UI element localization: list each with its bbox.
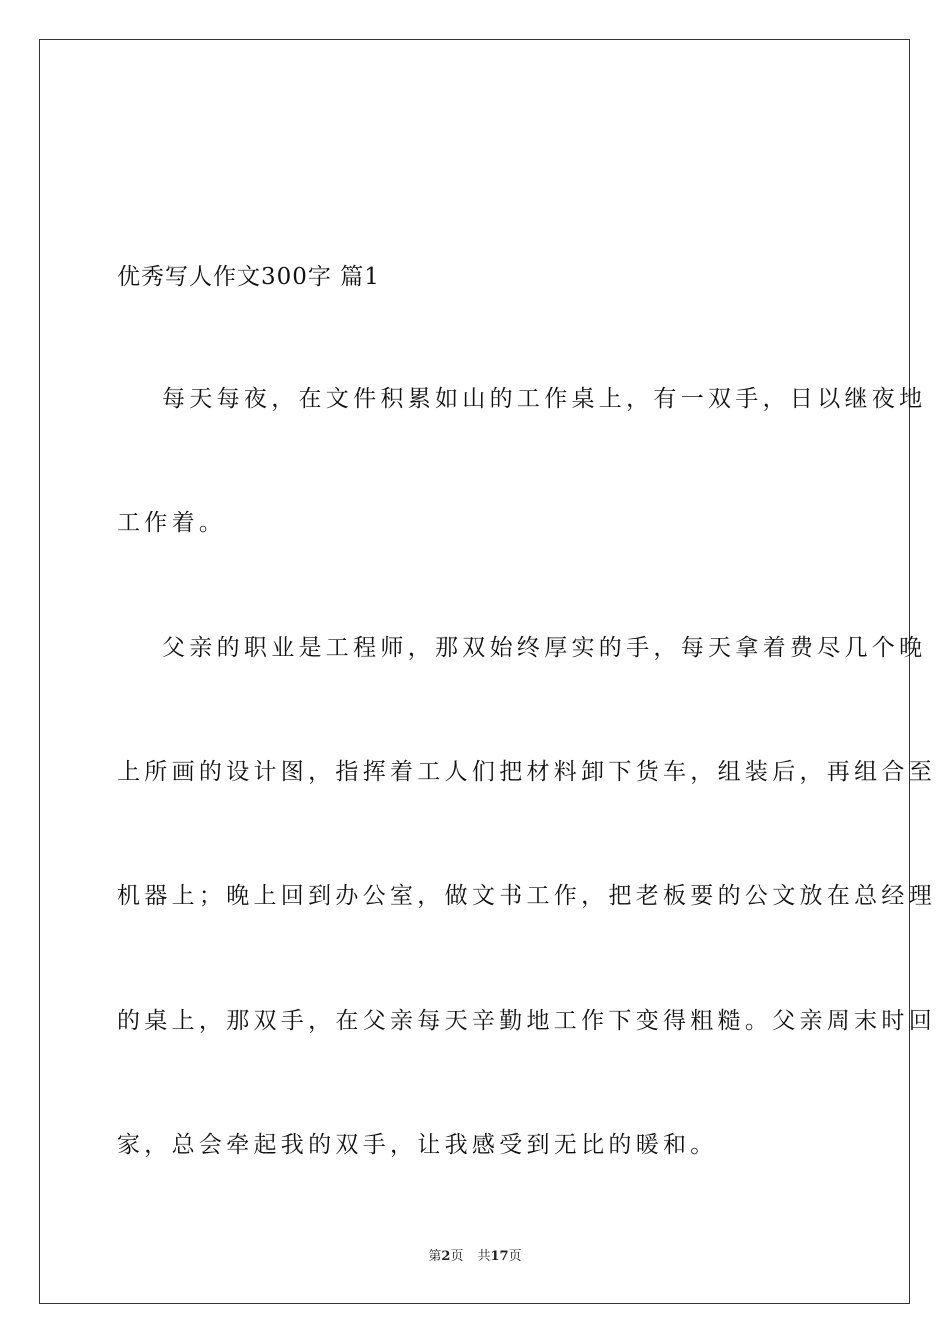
total-label-prefix: 共: [477, 1249, 491, 1264]
page-footer: [0, 1248, 950, 1266]
paragraph-2-line-3: 机器上；晚上回到办公室，做文书工作，把老板要的公文放在总经理: [117, 883, 936, 909]
page-border: [39, 39, 910, 1304]
paragraph-2-line-2: 上所画的设计图，指挥着工人们把材料卸下货车，组装后，再组合至: [117, 759, 936, 785]
page-label-prefix: 第: [428, 1249, 442, 1264]
total-page-number: 17: [490, 1249, 509, 1264]
paragraph-1-line-2: 工作着。: [117, 510, 227, 536]
paragraph-2-line-1: 父亲的职业是工程师，那双始终厚实的手，每天拿着费尽几个晚: [162, 635, 927, 661]
current-page-number: 2: [441, 1249, 451, 1264]
paragraph-2-line-4: 的桌上，那双手，在父亲每天辛勤地工作下变得粗糙。父亲周末时回: [117, 1008, 936, 1034]
total-label-suffix: 页: [508, 1249, 522, 1264]
essay-heading: 优秀写人作文300字 篇1: [117, 264, 380, 290]
paragraph-1-line-1: 每天每夜，在文件积累如山的工作桌上，有一双手，日以继夜地: [162, 386, 927, 412]
paragraph-2-line-5: 家，总会牵起我的双手，让我感受到无比的暖和。: [117, 1132, 718, 1158]
page-label-suffix: 页: [450, 1249, 464, 1264]
